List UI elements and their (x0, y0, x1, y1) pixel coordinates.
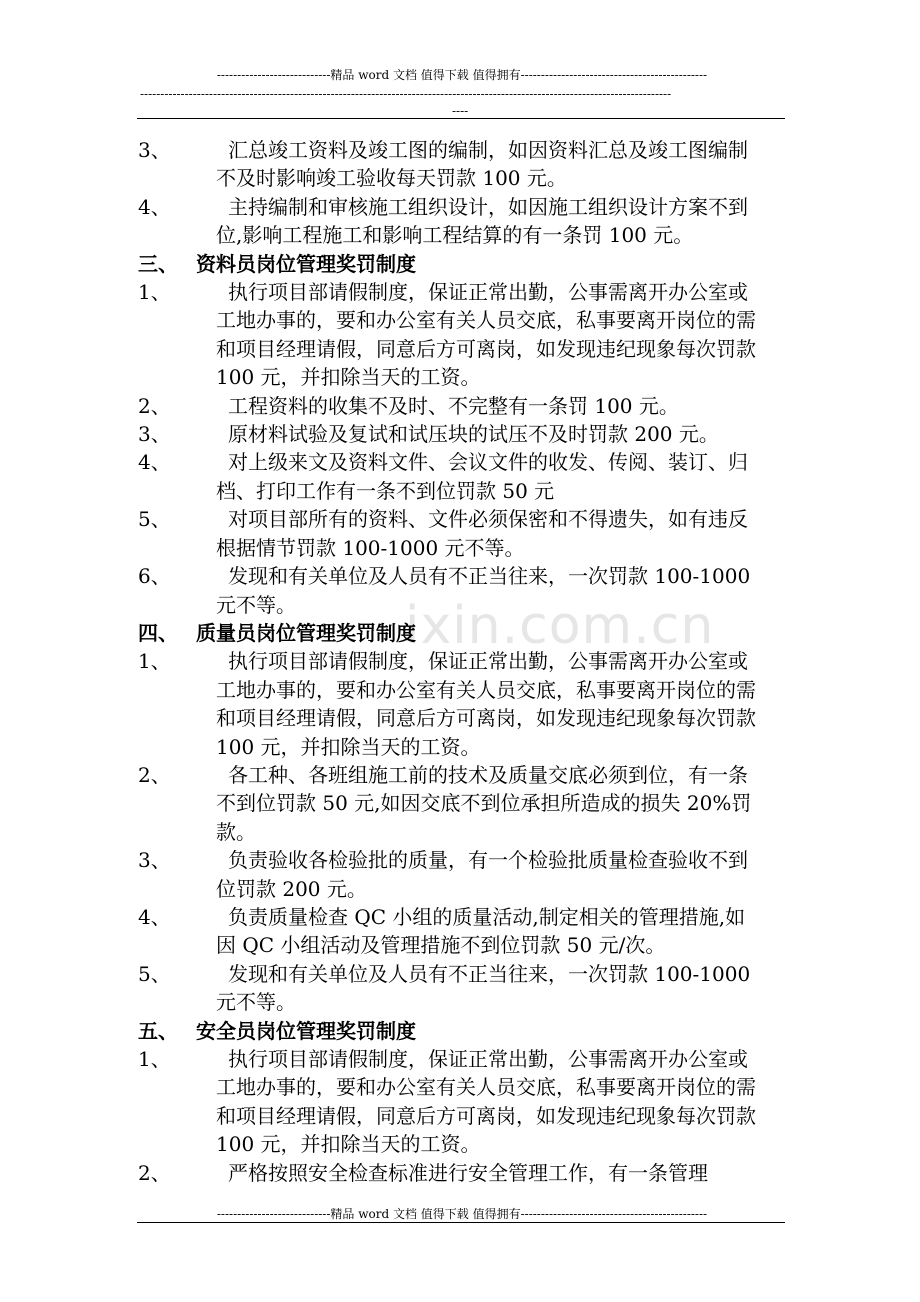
item-text: 汇总竣工资料及竣工图的编制，如因资料汇总及竣工图编制不及时影响竣工验收每天罚款 100 元。 (216, 138, 748, 191)
item-text: 执行项目部请假制度，保证正常出勤，公事需离开办公室或工地办事的，要和办公室有关人员交底，私事要离开岗位的需和项目经理请假，同意后方可离岗，如发现违纪现象每次罚款 100 元，并扣除当天的工资。 (216, 280, 756, 390)
list-item (138, 1045, 763, 1159)
item-number: 4、 (138, 904, 171, 929)
item-text: 工程资料的收集不及时、不完整有一条罚 100 元。 (228, 393, 679, 418)
list-item (138, 392, 763, 420)
section-heading (138, 1017, 763, 1045)
item-text: 发现和有关单位及人员有不正当往来，一次罚款 100-1000 元不等。 (216, 564, 751, 617)
list-item (138, 562, 763, 619)
list-item (138, 761, 763, 846)
item-number: 4、 (138, 450, 171, 475)
item-number: 1、 (138, 280, 171, 305)
watermark: ixin.com.cn (405, 596, 715, 656)
footer-rule (137, 1222, 785, 1223)
section-number: 三、 (138, 251, 178, 276)
item-text: 严格按照安全检查标准进行安全管理工作，有一条管理 (228, 1160, 708, 1185)
item-number: 1、 (138, 1047, 171, 1071)
list-item (138, 420, 763, 448)
item-number: 5、 (138, 507, 171, 532)
section-title: 质量员岗位管理奖罚制度 (196, 620, 416, 645)
item-text: 负责验收各检验批的质量，有一个检验批质量检查验收不到位罚款 200 元。 (216, 848, 748, 901)
list-item (138, 278, 763, 392)
item-text: 执行项目部请假制度，保证正常出勤，公事需离开办公室或工地办事的，要和办公室有关人员交底，私事要离开岗位的需和项目经理请假，同意后方可离岗，如发现违纪现象每次罚款 100 元，并扣除当天的工资。 (216, 1047, 756, 1157)
item-number: 1、 (138, 649, 171, 674)
item-text: 负责质量检查 QC 小组的质量活动,制定相关的管理措施,如因 QC 小组活动及管理措施不到位罚款 50 元/次。 (216, 904, 746, 958)
header-dash-tail: ---- (452, 104, 469, 118)
item-text: 各工种、各班组施工前的技术及质量交底必须到位，有一条不到位罚款 50 元,如因交底不到位承担所造成的损失 20%罚款。 (216, 762, 752, 844)
list-item (138, 1159, 763, 1187)
section-number: 五、 (138, 1018, 178, 1043)
document-body (138, 136, 763, 1187)
item-number: 6、 (138, 564, 171, 589)
item-text: 对上级来文及资料文件、会议文件的收发、传阅、装订、归档、打印工作有一条不到位罚款 50 元 (216, 450, 748, 503)
section-heading (138, 619, 763, 647)
header-banner: ----------------------------精品 word 文档 值得下载 值得拥有---------------------------------------------- (216, 68, 708, 82)
list-item (138, 193, 763, 250)
section-number: 四、 (138, 620, 178, 645)
section-heading (138, 250, 763, 278)
item-number: 4、 (138, 194, 171, 219)
item-number: 3、 (138, 422, 171, 447)
section-title: 资料员岗位管理奖罚制度 (196, 251, 416, 276)
list-item (138, 903, 763, 960)
list-item (138, 846, 763, 903)
item-number: 2、 (138, 393, 171, 418)
list-item (138, 960, 763, 1017)
header-rule (137, 118, 785, 119)
list-item (138, 505, 763, 562)
list-item (138, 448, 763, 505)
item-text: 主持编制和审核施工组织设计，如因施工组织设计方案不到位,影响工程施工和影响工程结算的有一条罚 100 元。 (216, 194, 748, 248)
item-number: 3、 (138, 138, 171, 162)
item-text: 对项目部所有的资料、文件必须保密和不得遗失，如有违反根据情节罚款 100-1000 元不等。 (216, 507, 748, 560)
list-item (138, 136, 763, 193)
item-number: 3、 (138, 848, 171, 873)
header-dash-line: ----------------------------------------------------------------------------------------------------------------------------------- (140, 87, 672, 101)
item-number: 2、 (138, 1160, 171, 1185)
item-text: 执行项目部请假制度，保证正常出勤，公事需离开办公室或工地办事的，要和办公室有关人员交底，私事要离开岗位的需和项目经理请假，同意后方可离岗，如发现违纪现象每次罚款 100 元，并扣除当天的工资。 (216, 649, 756, 759)
item-text: 原材料试验及复试和试压块的试压不及时罚款 200 元。 (228, 422, 719, 447)
section-title: 安全员岗位管理奖罚制度 (196, 1018, 416, 1043)
item-number: 2、 (138, 762, 171, 787)
list-item (138, 647, 763, 761)
footer-banner: ----------------------------精品 word 文档 值得下载 值得拥有---------------------------------------------- (216, 1207, 708, 1221)
item-text: 发现和有关单位及人员有不正当往来，一次罚款 100-1000 元不等。 (216, 961, 751, 1015)
item-number: 5、 (138, 961, 171, 986)
